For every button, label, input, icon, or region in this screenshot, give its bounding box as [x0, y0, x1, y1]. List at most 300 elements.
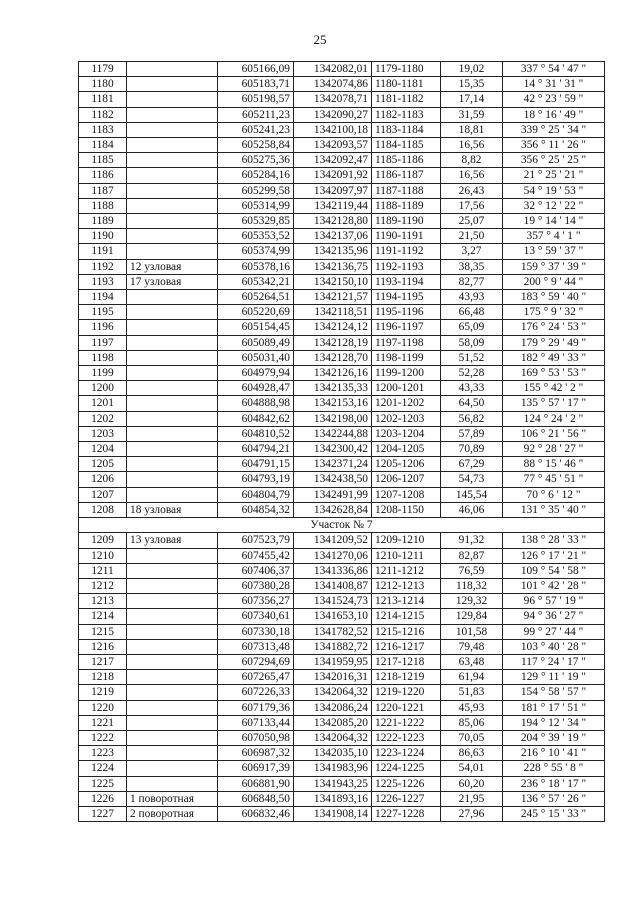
table-row	[79, 122, 605, 137]
point-number-cell: 1189	[79, 214, 127, 229]
x-coordinate-cell: 607330,18	[218, 624, 294, 639]
point-number-cell: 1208	[79, 502, 127, 517]
x-coordinate-cell: 607133,44	[218, 715, 294, 730]
table-row	[79, 457, 605, 472]
point-type-cell	[127, 335, 218, 350]
x-coordinate-cell: 604854,32	[218, 502, 294, 517]
segment-cell: 1214-1215	[372, 609, 441, 624]
length-cell: 25,07	[441, 214, 503, 229]
y-coordinate-cell: 1342153,16	[294, 396, 372, 411]
table-row	[79, 776, 605, 791]
x-coordinate-cell: 604979,94	[218, 366, 294, 381]
point-type-cell	[127, 670, 218, 685]
table-row	[79, 138, 605, 153]
segment-cell: 1197-1198	[372, 335, 441, 350]
page-number: 25	[313, 32, 327, 47]
table-row	[79, 183, 605, 198]
direction-angle-cell: 32 ° 12 ' 22 "	[503, 198, 605, 213]
length-cell: 54,73	[441, 472, 503, 487]
table-row	[79, 290, 605, 305]
y-coordinate-cell: 1342064,32	[294, 685, 372, 700]
direction-angle-cell: 356 ° 11 ' 26 "	[503, 138, 605, 153]
point-number-cell: 1184	[79, 138, 127, 153]
table-row	[79, 214, 605, 229]
x-coordinate-cell: 606917,39	[218, 761, 294, 776]
segment-cell: 1221-1222	[372, 715, 441, 730]
table-row	[79, 548, 605, 563]
length-cell: 17,56	[441, 198, 503, 213]
direction-angle-cell: 14 ° 31 ' 31 "	[503, 77, 605, 92]
length-cell: 16,56	[441, 138, 503, 153]
y-coordinate-cell: 1342126,16	[294, 366, 372, 381]
point-number-cell: 1183	[79, 122, 127, 137]
point-type-cell	[127, 320, 218, 335]
y-coordinate-cell: 1342082,01	[294, 62, 372, 77]
table-row	[79, 472, 605, 487]
x-coordinate-cell: 607294,69	[218, 654, 294, 669]
point-type-cell	[127, 639, 218, 654]
x-coordinate-cell: 607356,27	[218, 594, 294, 609]
length-cell: 17,14	[441, 92, 503, 107]
segment-cell: 1224-1225	[372, 761, 441, 776]
length-cell: 18,81	[441, 122, 503, 137]
x-coordinate-cell: 607406,37	[218, 563, 294, 578]
table-row	[79, 411, 605, 426]
direction-angle-cell: 126 ° 17 ' 21 "	[503, 548, 605, 563]
length-cell: 56,82	[441, 411, 503, 426]
point-number-cell: 1217	[79, 654, 127, 669]
segment-cell: 1185-1186	[372, 153, 441, 168]
x-coordinate-cell: 607313,48	[218, 639, 294, 654]
point-number-cell: 1186	[79, 168, 127, 183]
length-cell: 31,59	[441, 107, 503, 122]
direction-angle-cell: 216 ° 10 ' 41 "	[503, 746, 605, 761]
x-coordinate-cell: 604793,19	[218, 472, 294, 487]
table-row	[79, 487, 605, 502]
y-coordinate-cell: 1342074,86	[294, 77, 372, 92]
y-coordinate-cell: 1341882,72	[294, 639, 372, 654]
y-coordinate-cell: 1342100,18	[294, 122, 372, 137]
direction-angle-cell: 103 ° 40 ' 28 "	[503, 639, 605, 654]
point-number-cell: 1204	[79, 442, 127, 457]
segment-cell: 1204-1205	[372, 442, 441, 457]
segment-cell: 1191-1192	[372, 244, 441, 259]
length-cell: 60,20	[441, 776, 503, 791]
length-cell: 82,87	[441, 548, 503, 563]
direction-angle-cell: 42 ° 23 ' 59 "	[503, 92, 605, 107]
x-coordinate-cell: 606848,50	[218, 791, 294, 806]
segment-cell: 1193-1194	[372, 274, 441, 289]
point-type-cell	[127, 715, 218, 730]
x-coordinate-cell: 605299,58	[218, 183, 294, 198]
length-cell: 45,93	[441, 700, 503, 715]
y-coordinate-cell: 1342035,10	[294, 746, 372, 761]
direction-angle-cell: 124 ° 24 ' 2 "	[503, 411, 605, 426]
y-coordinate-cell: 1341908,14	[294, 806, 372, 821]
y-coordinate-cell: 1342136,75	[294, 259, 372, 274]
table-row	[79, 426, 605, 441]
length-cell: 21,50	[441, 229, 503, 244]
x-coordinate-cell: 605220,69	[218, 305, 294, 320]
table-row	[79, 381, 605, 396]
point-type-cell	[127, 168, 218, 183]
point-number-cell: 1216	[79, 639, 127, 654]
table-row	[79, 715, 605, 730]
point-number-cell: 1219	[79, 685, 127, 700]
direction-angle-cell: 13 ° 59 ' 37 "	[503, 244, 605, 259]
point-number-cell: 1207	[79, 487, 127, 502]
point-number-cell: 1225	[79, 776, 127, 791]
x-coordinate-cell: 607340,61	[218, 609, 294, 624]
point-number-cell: 1188	[79, 198, 127, 213]
x-coordinate-cell: 604928,47	[218, 381, 294, 396]
point-type-cell	[127, 77, 218, 92]
direction-angle-cell: 200 ° 9 ' 44 "	[503, 274, 605, 289]
segment-cell: 1215-1216	[372, 624, 441, 639]
length-cell: 54,01	[441, 761, 503, 776]
point-type-cell	[127, 624, 218, 639]
point-number-cell: 1202	[79, 411, 127, 426]
x-coordinate-cell: 604804,79	[218, 487, 294, 502]
length-cell: 57,89	[441, 426, 503, 441]
direction-angle-cell: 77 ° 45 ' 51 "	[503, 472, 605, 487]
point-number-cell: 1209	[79, 533, 127, 548]
length-cell: 16,56	[441, 168, 503, 183]
point-number-cell: 1211	[79, 563, 127, 578]
direction-angle-cell: 179 ° 29 ' 49 "	[503, 335, 605, 350]
direction-angle-cell: 357 ° 4 ' 1 "	[503, 229, 605, 244]
point-type-cell	[127, 563, 218, 578]
direction-angle-cell: 136 ° 57 ' 26 "	[503, 791, 605, 806]
segment-cell: 1201-1202	[372, 396, 441, 411]
segment-cell: 1199-1200	[372, 366, 441, 381]
direction-angle-cell: 181 ° 17 ' 51 "	[503, 700, 605, 715]
point-type-cell	[127, 685, 218, 700]
y-coordinate-cell: 1342085,20	[294, 715, 372, 730]
direction-angle-cell: 154 ° 58 ' 57 "	[503, 685, 605, 700]
length-cell: 52,28	[441, 366, 503, 381]
segment-cell: 1203-1204	[372, 426, 441, 441]
table-row	[79, 62, 605, 77]
segment-cell: 1223-1224	[372, 746, 441, 761]
direction-angle-cell: 169 ° 53 ' 53 "	[503, 366, 605, 381]
y-coordinate-cell: 1342128,19	[294, 335, 372, 350]
x-coordinate-cell: 604842,62	[218, 411, 294, 426]
point-type-cell	[127, 381, 218, 396]
table-row	[79, 806, 605, 821]
segment-cell: 1200-1201	[372, 381, 441, 396]
y-coordinate-cell: 1341959,95	[294, 654, 372, 669]
x-coordinate-cell: 605378,16	[218, 259, 294, 274]
length-cell: 19,02	[441, 62, 503, 77]
table-row	[79, 335, 605, 350]
y-coordinate-cell: 1342092,47	[294, 153, 372, 168]
table-row	[79, 639, 605, 654]
x-coordinate-cell: 604794,21	[218, 442, 294, 457]
point-type-cell	[127, 229, 218, 244]
coordinates-table	[78, 61, 605, 822]
direction-angle-cell: 54 ° 19 ' 53 "	[503, 183, 605, 198]
length-cell: 86,63	[441, 746, 503, 761]
point-type-cell	[127, 654, 218, 669]
x-coordinate-cell: 605353,52	[218, 229, 294, 244]
y-coordinate-cell: 1342300,42	[294, 442, 372, 457]
y-coordinate-cell: 1341524,73	[294, 594, 372, 609]
point-number-cell: 1185	[79, 153, 127, 168]
length-cell: 79,48	[441, 639, 503, 654]
length-cell: 66,48	[441, 305, 503, 320]
point-number-cell: 1212	[79, 578, 127, 593]
y-coordinate-cell: 1342491,99	[294, 487, 372, 502]
segment-cell: 1217-1218	[372, 654, 441, 669]
x-coordinate-cell: 607179,36	[218, 700, 294, 715]
direction-angle-cell: 245 ° 15 ' 33 "	[503, 806, 605, 821]
y-coordinate-cell: 1341943,25	[294, 776, 372, 791]
point-number-cell: 1205	[79, 457, 127, 472]
segment-cell: 1216-1217	[372, 639, 441, 654]
y-coordinate-cell: 1341270,06	[294, 548, 372, 563]
direction-angle-cell: 129 ° 11 ' 19 "	[503, 670, 605, 685]
length-cell: 101,58	[441, 624, 503, 639]
direction-angle-cell: 204 ° 39 ' 19 "	[503, 730, 605, 745]
y-coordinate-cell: 1342128,80	[294, 214, 372, 229]
table-row	[79, 563, 605, 578]
x-coordinate-cell: 605342,21	[218, 274, 294, 289]
point-number-cell: 1191	[79, 244, 127, 259]
segment-cell: 1187-1188	[372, 183, 441, 198]
length-cell: 63,48	[441, 654, 503, 669]
point-type-cell	[127, 153, 218, 168]
direction-angle-cell: 194 ° 12 ' 34 "	[503, 715, 605, 730]
point-number-cell: 1222	[79, 730, 127, 745]
x-coordinate-cell: 607523,79	[218, 533, 294, 548]
table-row	[79, 168, 605, 183]
point-type-cell	[127, 609, 218, 624]
segment-cell: 1212-1213	[372, 578, 441, 593]
segment-cell: 1205-1206	[372, 457, 441, 472]
table-row	[79, 396, 605, 411]
length-cell: 65,09	[441, 320, 503, 335]
point-type-cell	[127, 244, 218, 259]
y-coordinate-cell: 1342135,33	[294, 381, 372, 396]
point-number-cell: 1203	[79, 426, 127, 441]
table-row	[79, 502, 605, 517]
point-number-cell: 1193	[79, 274, 127, 289]
table-row	[79, 92, 605, 107]
table-row	[79, 700, 605, 715]
direction-angle-cell: 92 ° 28 ' 27 "	[503, 442, 605, 457]
point-type-cell	[127, 457, 218, 472]
y-coordinate-cell: 1342371,24	[294, 457, 372, 472]
length-cell: 3,27	[441, 244, 503, 259]
point-type-cell	[127, 472, 218, 487]
point-type-cell	[127, 214, 218, 229]
y-coordinate-cell: 1341209,52	[294, 533, 372, 548]
x-coordinate-cell: 604810,52	[218, 426, 294, 441]
point-number-cell: 1226	[79, 791, 127, 806]
point-number-cell: 1199	[79, 366, 127, 381]
point-type-cell: 13 узловая	[127, 533, 218, 548]
length-cell: 46,06	[441, 502, 503, 517]
direction-angle-cell: 99 ° 27 ' 44 "	[503, 624, 605, 639]
segment-cell: 1222-1223	[372, 730, 441, 745]
segment-cell: 1198-1199	[372, 350, 441, 365]
segment-cell: 1181-1182	[372, 92, 441, 107]
y-coordinate-cell: 1342121,57	[294, 290, 372, 305]
point-type-cell	[127, 578, 218, 593]
length-cell: 51,52	[441, 350, 503, 365]
x-coordinate-cell: 607265,47	[218, 670, 294, 685]
segment-cell: 1226-1227	[372, 791, 441, 806]
table-row	[79, 761, 605, 776]
length-cell: 82,77	[441, 274, 503, 289]
table-row	[79, 244, 605, 259]
point-type-cell	[127, 548, 218, 563]
segment-cell: 1227-1228	[372, 806, 441, 821]
x-coordinate-cell: 606881,90	[218, 776, 294, 791]
point-type-cell	[127, 138, 218, 153]
table-row	[79, 670, 605, 685]
y-coordinate-cell: 1341983,96	[294, 761, 372, 776]
point-type-cell	[127, 776, 218, 791]
direction-angle-cell: 356 ° 25 ' 25 "	[503, 153, 605, 168]
point-type-cell	[127, 730, 218, 745]
point-type-cell	[127, 92, 218, 107]
x-coordinate-cell: 604791,15	[218, 457, 294, 472]
point-type-cell	[127, 305, 218, 320]
y-coordinate-cell: 1341653,10	[294, 609, 372, 624]
table-row	[79, 77, 605, 92]
segment-cell: 1206-1207	[372, 472, 441, 487]
table-row	[79, 442, 605, 457]
direction-angle-cell: 101 ° 42 ' 28 "	[503, 578, 605, 593]
point-number-cell: 1210	[79, 548, 127, 563]
point-number-cell: 1220	[79, 700, 127, 715]
table-row	[79, 366, 605, 381]
length-cell: 91,32	[441, 533, 503, 548]
point-type-cell	[127, 366, 218, 381]
direction-angle-cell: 18 ° 16 ' 49 "	[503, 107, 605, 122]
point-number-cell: 1221	[79, 715, 127, 730]
point-number-cell: 1190	[79, 229, 127, 244]
point-number-cell: 1206	[79, 472, 127, 487]
point-number-cell: 1197	[79, 335, 127, 350]
y-coordinate-cell: 1342091,92	[294, 168, 372, 183]
segment-cell: 1192-1193	[372, 259, 441, 274]
x-coordinate-cell: 605284,16	[218, 168, 294, 183]
table-row	[79, 259, 605, 274]
length-cell: 118,32	[441, 578, 503, 593]
segment-cell: 1208-1150	[372, 502, 441, 517]
table-row	[79, 229, 605, 244]
direction-angle-cell: 96 ° 57 ' 19 "	[503, 594, 605, 609]
table-row	[79, 350, 605, 365]
point-type-cell	[127, 411, 218, 426]
point-number-cell: 1198	[79, 350, 127, 365]
direction-angle-cell: 228 ° 55 ' 8 "	[503, 761, 605, 776]
section-title: Участок № 7	[79, 518, 605, 533]
segment-cell: 1179-1180	[372, 62, 441, 77]
y-coordinate-cell: 1342135,96	[294, 244, 372, 259]
segment-cell: 1182-1183	[372, 107, 441, 122]
table-row	[79, 594, 605, 609]
table-row	[79, 578, 605, 593]
segment-cell: 1189-1190	[372, 214, 441, 229]
x-coordinate-cell: 605275,36	[218, 153, 294, 168]
point-type-cell	[127, 350, 218, 365]
point-type-cell	[127, 426, 218, 441]
y-coordinate-cell: 1342016,31	[294, 670, 372, 685]
point-number-cell: 1196	[79, 320, 127, 335]
y-coordinate-cell: 1341782,52	[294, 624, 372, 639]
direction-angle-cell: 106 ° 21 ' 56 "	[503, 426, 605, 441]
table-row	[79, 153, 605, 168]
segment-cell: 1209-1210	[372, 533, 441, 548]
point-type-cell	[127, 183, 218, 198]
segment-cell: 1225-1226	[372, 776, 441, 791]
x-coordinate-cell: 605241,23	[218, 122, 294, 137]
table-row	[79, 320, 605, 335]
point-number-cell: 1227	[79, 806, 127, 821]
length-cell: 51,83	[441, 685, 503, 700]
y-coordinate-cell: 1342628,84	[294, 502, 372, 517]
x-coordinate-cell: 606832,46	[218, 806, 294, 821]
segment-cell: 1220-1221	[372, 700, 441, 715]
x-coordinate-cell: 607050,98	[218, 730, 294, 745]
length-cell: 43,93	[441, 290, 503, 305]
direction-angle-cell: 94 ° 36 ' 27 "	[503, 609, 605, 624]
length-cell: 67,29	[441, 457, 503, 472]
table-row	[79, 654, 605, 669]
x-coordinate-cell: 605089,49	[218, 335, 294, 350]
point-number-cell: 1192	[79, 259, 127, 274]
segment-cell: 1219-1220	[372, 685, 441, 700]
point-number-cell: 1179	[79, 62, 127, 77]
point-type-cell	[127, 290, 218, 305]
length-cell: 76,59	[441, 563, 503, 578]
point-type-cell	[127, 594, 218, 609]
point-type-cell	[127, 396, 218, 411]
table-row	[79, 274, 605, 289]
x-coordinate-cell: 605264,51	[218, 290, 294, 305]
segment-cell: 1218-1219	[372, 670, 441, 685]
y-coordinate-cell: 1342093,57	[294, 138, 372, 153]
segment-cell: 1186-1187	[372, 168, 441, 183]
direction-angle-cell: 236 ° 18 ' 17 "	[503, 776, 605, 791]
direction-angle-cell: 138 ° 28 ' 33 "	[503, 533, 605, 548]
y-coordinate-cell: 1342118,51	[294, 305, 372, 320]
y-coordinate-cell: 1342086,24	[294, 700, 372, 715]
y-coordinate-cell: 1342119,44	[294, 198, 372, 213]
table-row	[79, 730, 605, 745]
y-coordinate-cell: 1342198,00	[294, 411, 372, 426]
x-coordinate-cell: 605258,84	[218, 138, 294, 153]
segment-cell: 1195-1196	[372, 305, 441, 320]
table-row	[79, 533, 605, 548]
table-row	[79, 791, 605, 806]
length-cell: 61,94	[441, 670, 503, 685]
direction-angle-cell: 70 ° 6 ' 12 "	[503, 487, 605, 502]
point-number-cell: 1224	[79, 761, 127, 776]
y-coordinate-cell: 1342244,88	[294, 426, 372, 441]
segment-cell: 1210-1211	[372, 548, 441, 563]
x-coordinate-cell: 605154,45	[218, 320, 294, 335]
point-number-cell: 1215	[79, 624, 127, 639]
table-row	[79, 609, 605, 624]
direction-angle-cell: 182 ° 49 ' 33 "	[503, 350, 605, 365]
segment-cell: 1183-1184	[372, 122, 441, 137]
direction-angle-cell: 155 ° 42 ' 2 "	[503, 381, 605, 396]
